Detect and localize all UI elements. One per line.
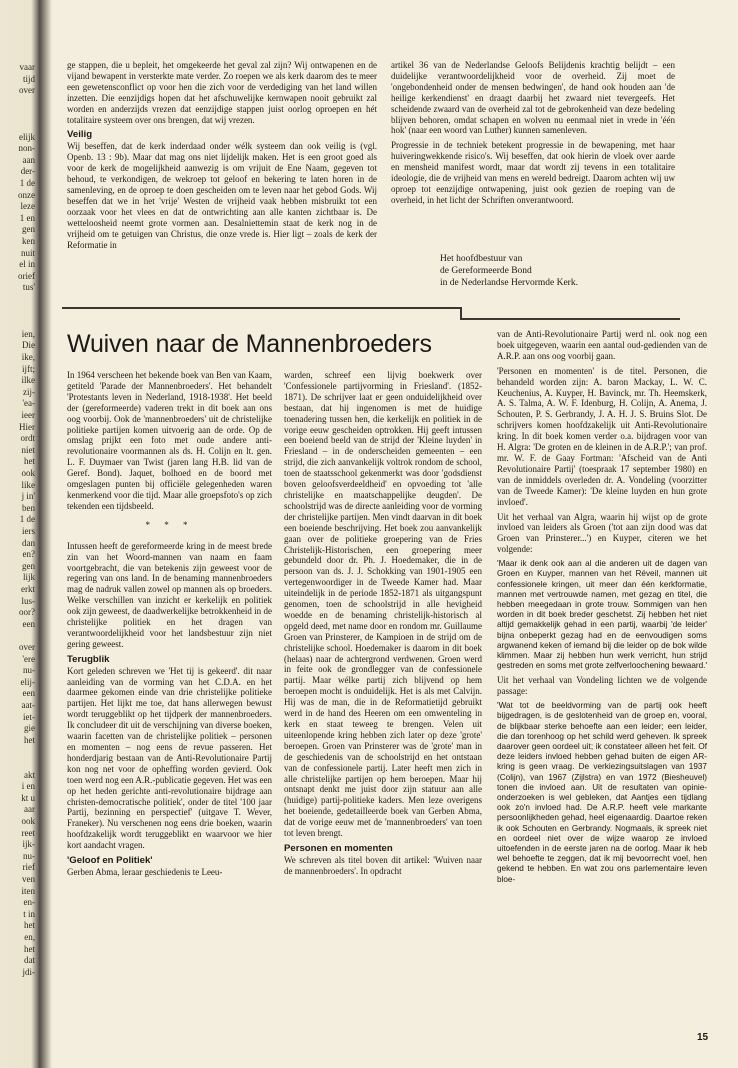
article-paragraph: van de Anti-Revolutionaire Partij werd nl. ook nog een boek uitgegeven, waarin een aantal oud-gedienden van de A.R.P. aan ons oog voorbij gaan.: [497, 329, 707, 361]
signature-line: in de Nederlandse Hervormde Kerk.: [440, 278, 578, 288]
gutter-fragment: iten: [21, 885, 35, 896]
gutter-fragment: onze: [18, 189, 35, 200]
top-column-1: [67, 60, 377, 254]
gutter-fragment: like: [21, 479, 35, 490]
gutter-fragment: dat: [24, 955, 35, 966]
section-heading-terugblik: Terugblik: [67, 653, 110, 665]
gutter-fragment: niet: [21, 444, 35, 455]
top-paragraph: Wij beseffen, dat de kerk inderdaad onder wélk systeem dan ook veilig is (vgl. Openb. 13 : 9b). Maar dat mag ons niet lijdelijk maken. Het is een groot goed als voor de kerk de mogelijkheid aanwezig is om vrijuit de Ene Naam, gegeven tot behoud, te verkondigen, de wekroep tot geloof en bekering te laten horen in de samenleving, en de oproep te doen gescheiden om te leven naar het gebod Gods. Wij beseffen dat we in het 'vrije' Westen de vrijheid vaak hebben misbruikt tot een oorzaak voor het vlees en dat de ontwrichting aan alle kanten zichtbaar is. De wetteloosheid neemt grote vormen aan. Desalniettemin staat de kerk nog in de vrijheid om te getuigen van Christus, die onze vrede is. Hier ligt – zoals de kerk der Reformatie in: [67, 141, 377, 250]
gutter-fragment: orief: [18, 270, 35, 281]
gutter-fragment: ook: [21, 468, 35, 478]
gutter-fragment: een: [22, 688, 35, 699]
gutter-fragment: een: [22, 618, 35, 629]
gutter-fragment: jdi-: [22, 966, 35, 977]
quotation: 'Wat tot de beeldvorming van de partij ook heeft bijgedragen, is de geslotenheid van de groep en, vooral, de blijkbaar sterke behoefte aan een leider; een leider, die dan torenhoog op het schild werd geheven. Ik spreek daarover geen oordeel uit; ik constateer alleen het feit. Of deze leiders invloed hebben gehad buiten de eigen AR-kring is geen vraag. De verkiezingsuitslagen van 1937 (Colijn), van 1967 (Zijlstra) en van 1972 (Biesheuvel) tonen die invloed aan. Uit de resultaten van opinie-onderzoeken is wel gebleken, dat Aantjes een tijdlang ook zo'n invloed had. De A.R.P. heeft vele markante persoonlijkheden gehad, heel eigenaardig. Daartoe reken ik ook Schouten en Gerbrandy. Nogmaals, ik spreek niet en oordeel niet over de wijze waarop ze invloed uitoefenden in de eerste jaren na de oorlog. Maar ik heb wel behoefte te zeggen, dat ik mij bevoorrecht voel, hen gekend te hebben. En wat zou ons parlementaire leven bloe-: [497, 701, 707, 884]
gutter-fragment: reet: [21, 827, 35, 838]
article-column-2: [284, 370, 482, 881]
gutter-fragment: el in: [19, 259, 35, 270]
article-paragraph: Intussen heeft de gereformeerde kring in de meest brede zin van het Woord-mannen van naam en faam voortgebracht, die van betekenis zijn geweest voor de regering van ons land. In de benaming mannenbroeders mag de nadruk vallen zowel op mannen als op broeders. Welke verschillen van inzicht er kerkelijk en politiek ook zijn geweest, de daadwerkelijke betrokkenheid in de christelijke politiek en het dragen van verantwoordelijkheid voor het landsbestuur zijn niet gering geweest.: [67, 540, 272, 649]
gutter-fragment: het: [24, 734, 35, 745]
gutter-fragment: ordt: [20, 433, 35, 444]
article-paragraph: Gerben Abma, leraar geschiedenis te Leeu-: [67, 866, 223, 877]
gutter-fragment: ven: [22, 874, 35, 884]
gutter-fragment: het: [24, 456, 35, 467]
horizontal-rule: [62, 307, 460, 309]
gutter-fragment: elijk: [19, 131, 35, 142]
article-column-1: [67, 370, 272, 882]
section-heading-geloof: 'Geloof en Politiek': [67, 855, 153, 867]
gutter-fragment: iet-: [23, 711, 35, 722]
gutter-fragment: ilke: [21, 375, 35, 386]
signature-block: [440, 253, 578, 289]
article-paragraph: Uit het verhaal van Algra, waarin hij wijst op de grote invloed van leiders als Groen ('tot aan zijn dood was dat Groen van Prinsterer...') en Kuyper, citeren we het volgende:: [497, 511, 707, 555]
gutter-fragment: oor?: [19, 607, 35, 618]
gutter-fragment: akt: [24, 769, 35, 780]
signature-line: de Gereformeerde Bond: [440, 266, 532, 276]
section-separator: * * *: [145, 519, 194, 530]
gutter-fragment: gen: [22, 224, 35, 235]
gutter-fragment: der-: [20, 166, 35, 177]
gutter-fragment: aar: [24, 804, 35, 815]
gutter-fragment: rief: [22, 862, 35, 873]
gutter-fragment: vaar: [19, 62, 35, 72]
gutter-fragment: Die: [22, 340, 35, 351]
gutter-fragment: iers: [22, 526, 35, 536]
quotation: 'Maar ik denk ook aan al die anderen uit de dagen van Groen en Kuyper, mannen van het Réveil, mannen uit confessionele kringen, uit meer dan één kerkformatie, mannen met vertrouwde namen, met gezag en titel, die hebben meegedaan in grote trouw. Sommigen van hen worden in dit boek breder geschetst. Zij hebben het niet altijd gemakkelijk gehad in een partij, waarbij 'de leider' bijna onbeperkt gezag had en de eenvoudigen soms argwanend keken of iemand bij die leider op de bok wilde klimmen. Maar zij hebben hun werk verricht, hun strijd gestreden en soms met grote zelfverloochening bewaard.': [497, 559, 708, 671]
gutter-fragment: i en: [21, 781, 35, 792]
gutter-fragment: het: [24, 943, 35, 954]
gutter-fragment: dan: [22, 537, 35, 548]
gutter-fragment: en?: [22, 549, 35, 560]
top-column-2: [391, 60, 675, 210]
top-paragraph: artikel 36 van de Nederlandse Geloofs Belijdenis krachtig belijdt – een duidelijke verantwoordelijkheid voor de overheid. Zij moet de 'ongebondenheid onder de mensen bedwingen', de hand ook houden aan 'de heilige kerkendienst' en draagt daarbij het zwaard niet tevergeefs. Het scheidende zwaard van de overheid zal tot de gebrokenheid van deze bedeling blijven behoren, omdat schapen en wolven nu eenmaal niet in vrede in 'één hok' (naar een woord van Luther) kunnen samenleven.: [391, 60, 675, 136]
signature-line: Het hoofdbestuur van: [440, 254, 523, 264]
top-paragraph: Progressie in de techniek betekent progressie in de bewapening, met haar huiveringwekkende risico's. Wij beseffen, dat ook hierin de vloek over aarde en mensheid manifest wordt, maar dat wordt zij tevens in een totalitaire ideologie, die de vrijheid van mens en wereld bedreigt. Daarom achten wij uw oproep tot eenzijdige ontwapening, juist ook gezien de roeping van de overheid, in het licht der Schriften onverantwoord.: [391, 140, 675, 205]
gutter-fragment: aan: [22, 154, 35, 165]
page-fold-shadow: [40, 0, 52, 1068]
section-heading-veilig: Veilig: [67, 129, 93, 141]
gutter-fragment: 'ea-: [22, 398, 35, 409]
article-paragraph: warden, schreef een lijvig boekwerk over 'Confessionele partijvorming in Friesland'. (1852-1871). De schrijver laat er geen onduidelijkheid over bestaan, dat hij ingenomen is met de huidige toenadering tussen hen, die kerkelijk en politiek in de vorige eeuw gescheiden optrokken. Hij geeft intussen een boeiend beeld van de strijd der 'Kleine luyden' in Friesland – in de onderscheiden gemeenten – een strijd, die zich aanvankelijk voltrok rondom de school, toen de staatsschool gekenmerkt was door 'godsdienst boven geloofsverdeeldheid' en opvoeding tot 'alle christelijke en maatschappelijke deugden'. De schoolstrijd was de directe aanleiding voor de vorming der christelijke partijen. Men vindt daarvan in dit boek een boeiende beschrijving. Het boek zou aanvankelijk gaan over de politieke groepering van de Fries Christelijk-Historischen, een groepering meer gebundeld door dr. Ph. J. Hoedemaker, die in de persoon van ds. J. J. Schokking van 1901-1905 een vertegenwoordiger in de Tweede Kamer had. Maar uiteindelijk in de periode 1852-1871 als uitgangspunt genomen, toen de schoolstrijd in alle hevigheid woedde en de benaming christelijk-historisch al opgeld deed, met name door en rondom mr. Guillaume Groen van Prinsterer, de Kampioen in de strijd om de christelijke school. Hoedemaker is daarom in dit boek (helaas) naar de achtergrond verdwenen. Groen werd in feite ook de grondlegger van de confessionele partij. Maar wélke partij zich blijvend op hem beroepen mocht is onduidelijk. Het is als met Calvijn. Hij was de man, die in de Reformatietijd gebruikt werd in de hand des Heeren om een omwenteling in kerk en staat teweeg te brengen. Velen uit uiteenlopende kring hebben zich later op deze 'grote' beroepen. Groen van Prinsterer was de 'grote' man in de geschiedenis van de schoolstrijd en het ontstaan van de confessionele partij. Later heeft men zich in alle christelijke partijen op hem beroepen. Maar hij ontsnapt denkt me juist door zijn statuur aan alle (huidige) partij-politieke kaders. Men leze overigens het boeiende, gedetailleerde boek van Gerben Abma, dat de vorige eeuw met de 'mannenbroeders' van toen tot leven brengt.: [284, 370, 482, 839]
gutter-fragment: erkt: [21, 584, 35, 594]
gutter-fragment: over: [19, 642, 35, 652]
gutter-fragment: nu-: [23, 850, 35, 861]
article-paragraph: 'Personen en momenten' is de titel. Personen, die behandeld worden zijn: A. baron Mackay, L. W. C. Keuchenius, A. Kuyper, H. Bavinck, mr. Th. Heemskerk, A. S. Talma, A. W. F. Idenburg, H. Colijn, A. Anema, J. Schouten, P. S. Gerbrandy, J. A. H. J. S. Bruins Slot. De schrijvers komen hoofdzakelijk uit Anti-Revolutionaire kring. In dit boek komen verder o.a. bijdragen voor van H. Algra: 'De groten en de kleinen in de A.R.P.'; van prof. mr. W. F. de Gaay Fortman: 'Afscheid van de Anti Revolutionaire Partij' (toespraak 17 september 1980) en van de inmiddels overleden dr. A. Vondeling (voorzitter van de Tweede Kamer): 'De kleine luyden en hun grote invloed'.: [497, 365, 707, 507]
gutter-fragment: ben: [22, 502, 35, 513]
gutter-fragment: ook: [21, 816, 35, 826]
gutter-fragment: t in: [23, 908, 35, 919]
gutter-fragment: gie: [24, 723, 35, 734]
gutter-fragment: 'ere: [22, 653, 35, 664]
gutter-fragment: nu-: [23, 665, 35, 676]
gutter-fragment: en,: [24, 932, 35, 942]
gutter-fragment: kt u: [21, 792, 35, 803]
gutter-fragment: 1 de: [19, 514, 35, 525]
gutter-fragment: ien,: [21, 328, 35, 339]
gutter-fragment: aat-: [21, 700, 35, 710]
article-title: Wuiven naar de Mannenbroeders: [67, 330, 432, 358]
gutter-fragment: tus': [22, 282, 35, 293]
previous-page-margin: [0, 0, 40, 1068]
gutter-fragment: non-: [18, 143, 35, 154]
horizontal-rule: [460, 318, 680, 320]
gutter-fragment: elij-: [20, 676, 35, 687]
article-paragraph: Kort geleden schreven we 'Het tij is gekeerd'. dit naar aanleiding van de vorming van het C.D.A. en het daarmee gekomen einde van drie christelijke politieke partijen. Het lijkt me toe, dat hans allerwegen bewust wordt teruggeblikt op het tijdperk der mannenbroeders. Ik concludeer dit uit de verschijning van diverse boeken, waarin facetten van de christelijke politiek – personen en momenten – nog eens de revue passeren. Het honderdjarig bestaan van de Anti-Revolutionaire Partij kon nog net voor de opheffing worden gevierd. Ook toen werd nog een A.R.-publicatie gegeven. Het was een op het heden gerichte anti-revolutionaire bijdrage aan christen-democratische politiek', onder de titel '100 jaar Partij, bezinning en perspectief' (uitgave T. Wever, Franeker). Nu verschenen nog eens drie boeken, waarin hoofdzakelijk wordt teruggeblikt en waarvoor we hier kort aandacht vragen.: [67, 665, 272, 851]
gutter-fragment: nuit: [20, 247, 35, 258]
gutter-fragment: ijft;: [22, 363, 35, 374]
gutter-fragment: ken: [22, 236, 35, 246]
gutter-fragment: ijk-: [22, 839, 35, 850]
gutter-fragment: ike,: [21, 352, 35, 362]
gutter-fragment: j in': [21, 491, 35, 502]
gutter-fragment: 1 de: [19, 178, 35, 188]
gutter-fragment: zij-: [23, 386, 35, 397]
section-heading-personen: Personen en momenten: [284, 842, 393, 854]
gutter-fragment: 1 en: [19, 212, 35, 223]
gutter-fragment: over: [19, 85, 35, 96]
article-column-3: [497, 329, 707, 889]
gutter-fragment: gen: [22, 560, 35, 571]
gutter-fragment: Hier: [19, 421, 35, 432]
gutter-fragment: lijk: [22, 572, 35, 583]
gutter-fragment: tijd: [22, 73, 35, 84]
page-number: 15: [697, 1032, 709, 1043]
article-paragraph: In 1964 verscheen het bekende boek van Ben van Kaam, getiteld 'Parade der Mannenbroeders'. Het behandelt 'Protestants leven in Nederland, 1918-1938'. Het beeld der (gereformeerde) vaderen trekt in dit boek aan ons oog voorbij. Ook de 'mannenbroeders' uit de christelijke politieke partijen komen uitvoerig aan de orde. Op de omslag prijkt een foto met oude andere anti-revolutionaire voormannen als ds. H. Colijn en lt. gen. L. F. Duymaer van Twist (jaren lang H.B. lid van de Geref. Bond). Jaquet, bolhoed en de boord met omgeslagen punten bij officiële gelegenheden waren kenmerkend voor die tijd. Maar alle groepsfoto's op zich tekenden een tijdsbeeld.: [67, 370, 272, 511]
gutter-fragment: lus-: [21, 595, 35, 606]
gutter-fragment: en-: [23, 897, 35, 908]
article-paragraph: We schreven als titel boven dit artikel: 'Wuiven naar de mannenbroeders'. In opdracht: [284, 854, 482, 876]
top-paragraph: ge stappen, die u bepleit, het omgekeerde het geval zal zijn? Wij ontwapenen en de vijand bewapent in versterkte mate verder. Zo roepen we als kerk daarom des te meer een gewetensconflict op voor hen die zich voor de verdediging van het land willen inzetten. Die eenzijdigs hopen dat het afschuwelijke kernwapen nooit gebruikt zal worden en anderzijds vrezen dat eenzijdige stappen juist oorlog oproepen en hét totalitaire systeem over ons brengen, dat wij vrezen.: [67, 60, 377, 125]
gutter-fragment: ieer: [21, 410, 35, 420]
gutter-fragment: het: [24, 920, 35, 931]
gutter-fragment: leze: [20, 201, 35, 212]
article-paragraph: Uit het verhaal van Vondeling lichten we de volgende passage:: [497, 675, 707, 697]
